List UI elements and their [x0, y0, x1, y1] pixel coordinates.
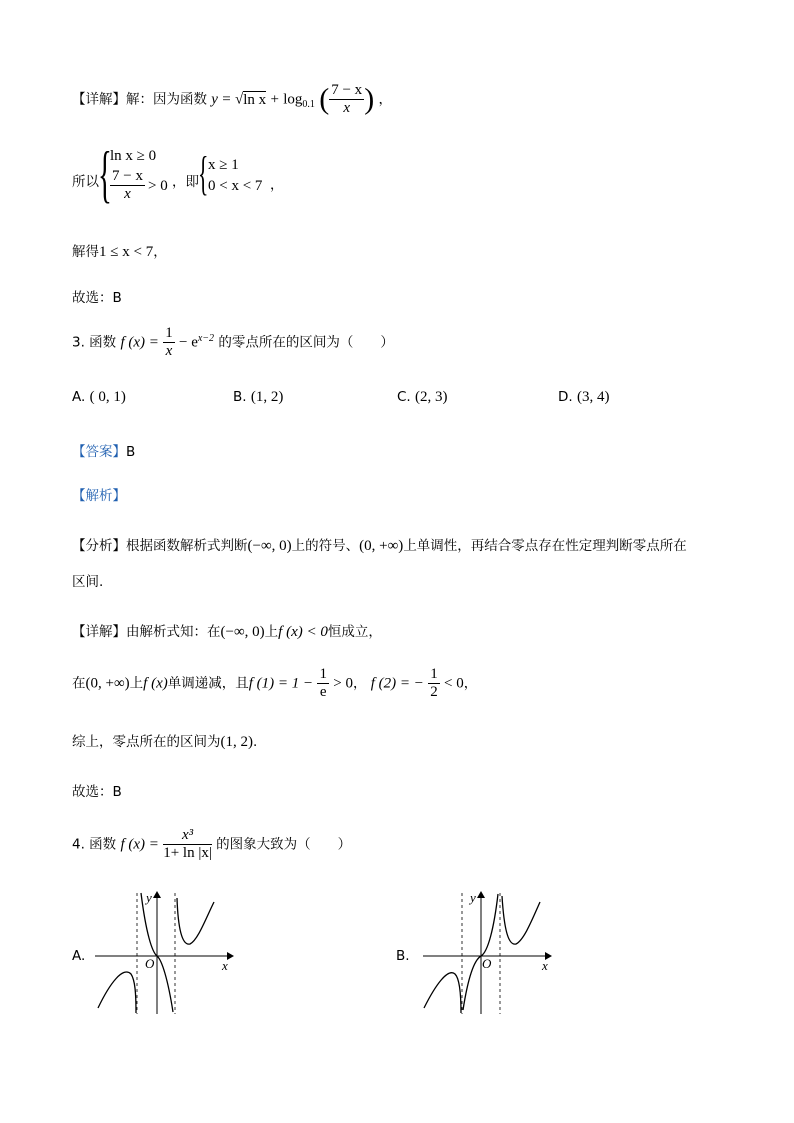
d2-m6: < 0: [444, 675, 464, 692]
graph-b-x-label: x: [542, 958, 548, 973]
d2-frac2-num: 1: [430, 666, 438, 682]
q3-exp: x−2: [197, 333, 215, 344]
detail-tag: 【详解】: [72, 91, 126, 108]
d2-m5: f (2) = −: [370, 675, 424, 692]
q2-detail-line: [72, 82, 392, 117]
brace-left-2: {: [198, 147, 209, 200]
option-d-label: D.: [558, 389, 573, 405]
q4-stem-prefix: 4. 函数: [72, 836, 117, 853]
d2-e: ，: [463, 675, 478, 692]
option-a[interactable]: [72, 389, 126, 406]
d2-frac2: [428, 666, 440, 701]
fenxi-3: 上单调性，再结合零点存在性定理判断零点所在: [403, 538, 687, 554]
d3-b: .: [253, 734, 258, 750]
plus: +: [270, 91, 279, 108]
q3-stem-suffix: 的零点所在的区间为（ ）: [218, 334, 394, 351]
cond2-rel: > 0: [148, 178, 168, 194]
d1-b: 上: [264, 624, 279, 640]
log: log: [283, 91, 303, 108]
graph-b-origin: O: [482, 956, 492, 971]
fenxi-1: 根据函数解析式判断: [126, 538, 248, 554]
answer-tag: 【答案】: [72, 444, 126, 460]
comma: ，: [378, 91, 392, 108]
option-d-value: (3, 4): [576, 389, 610, 405]
graph-a-y-arrow: [153, 891, 161, 898]
q3-frac: [163, 325, 175, 360]
q4-fx: f (x) =: [120, 836, 159, 853]
q4-frac: [163, 827, 212, 862]
d2-frac1: [317, 666, 329, 701]
graph-b-y-label: y: [470, 890, 476, 905]
q3-stem-prefix: 3. 函数: [72, 334, 117, 351]
option-c-label: C.: [397, 389, 411, 405]
q3-choose: 故选：B: [72, 784, 122, 800]
rparen: ): [364, 82, 375, 116]
q3-minus-e: − e: [179, 334, 198, 351]
graph-a[interactable]: [90, 888, 235, 1016]
option-b-value: (1, 2): [250, 389, 284, 405]
q4-stem-suffix: 的图象大致为（ ）: [216, 836, 352, 853]
q4-frac-den: 1+ ln |x|: [163, 845, 212, 861]
d2-c: 单调递减，且: [167, 675, 249, 692]
solve-end: ，: [153, 244, 167, 260]
cond4: 0 < x < 7: [208, 178, 263, 194]
cond1: ln x ≥ 0: [110, 148, 157, 164]
d1-m2: f (x) < 0: [278, 624, 328, 640]
detail-text: 解：因为函数: [126, 91, 207, 108]
d2-frac2-den: 2: [430, 684, 438, 700]
cond2-num: 7 − x: [112, 168, 143, 184]
fenxi-tag: 【分析】: [72, 538, 126, 554]
d1-c: 恒成立，: [327, 624, 382, 640]
d2-b: 上: [129, 675, 144, 692]
fenxi-m1: (−∞, 0): [247, 538, 292, 554]
answer-value: B: [126, 444, 136, 460]
d2-m3: f (1) = 1 −: [248, 675, 314, 692]
option-d[interactable]: [558, 389, 609, 406]
d2-m4: > 0: [333, 675, 353, 692]
q2-fraction: [329, 82, 364, 117]
q3-detail-line2: [72, 666, 477, 701]
solve-math: 1 ≤ x < 7: [99, 244, 154, 260]
q3-frac-den: x: [165, 343, 173, 359]
d1-m1: (−∞, 0): [220, 624, 265, 640]
option-c-value: (2, 3): [415, 389, 448, 405]
d3-m: (1, 2): [220, 734, 253, 750]
q3-answer: [72, 440, 135, 460]
d3-a: 综上，零点所在的区间为: [72, 734, 221, 750]
q3-detail-line1: [72, 620, 382, 641]
option-b-label: B.: [233, 389, 247, 405]
so-text: 所以: [72, 174, 99, 190]
graph-a-curve-left: [98, 972, 136, 1013]
var-y: y: [211, 91, 218, 108]
graph-a-x-label: x: [222, 958, 228, 973]
sqrt: √ln x: [235, 91, 267, 108]
q3-stem: [72, 325, 394, 360]
q3-detail-line3: [72, 730, 257, 751]
graph-b-curve-right: [502, 896, 540, 944]
d1-a: 由解析式知：在: [126, 624, 221, 640]
graph-b[interactable]: [418, 888, 563, 1016]
analysis-tag: 【解析】: [72, 488, 126, 504]
d2-frac1-den: e: [319, 684, 327, 700]
q4-frac-num: x³: [163, 827, 212, 845]
graph-b-label[interactable]: B.: [396, 948, 410, 964]
graph-a-x-arrow: [227, 952, 234, 960]
sqrt-arg: ln x: [243, 91, 267, 108]
q2-choose: 故选：B: [72, 290, 122, 306]
log-sub: 0.1: [302, 99, 315, 111]
q2-solve-line: [72, 240, 167, 261]
d2-m1: (0, +∞): [85, 675, 130, 692]
ie-text: ，即: [172, 174, 199, 190]
fenxi-m2: (0, +∞): [359, 538, 404, 554]
q3-detail-tag: 【详解】: [72, 624, 126, 640]
q4-stem: [72, 827, 351, 862]
q3-fx: f (x) =: [120, 334, 159, 351]
solve-text: 解得: [72, 244, 99, 260]
graph-a-y-label: y: [146, 890, 152, 905]
d2-frac1-num: 1: [319, 666, 327, 682]
lparen: (: [319, 82, 330, 116]
cond2-den: x: [124, 186, 131, 202]
graph-b-curve-left: [424, 973, 461, 1013]
cond3: x ≥ 1: [208, 157, 239, 173]
frac-den: x: [343, 100, 351, 116]
equals: =: [222, 91, 231, 108]
brace-left-1: {: [98, 138, 112, 209]
q3-frac-num: 1: [165, 325, 173, 341]
q3-fenxi-line1: [72, 534, 687, 555]
comma2: ，: [270, 177, 284, 193]
fenxi-2: 上的符号、: [291, 538, 360, 554]
option-c[interactable]: [397, 389, 448, 406]
option-a-label: A.: [72, 389, 86, 405]
graph-a-label[interactable]: A.: [72, 948, 86, 964]
graph-b-y-arrow: [477, 891, 485, 898]
frac-num: 7 − x: [331, 82, 363, 98]
option-a-value: ( 0, 1): [89, 389, 126, 405]
q3-fenxi-line2: 区间.: [72, 574, 104, 590]
graph-a-curve-right: [177, 898, 214, 944]
d2-a: 在: [72, 675, 86, 692]
d2-d: ，: [352, 675, 367, 692]
graph-a-origin: O: [145, 956, 155, 971]
option-b[interactable]: [233, 389, 283, 406]
d2-m2: f (x): [143, 675, 168, 692]
cond2-frac: [110, 168, 145, 203]
